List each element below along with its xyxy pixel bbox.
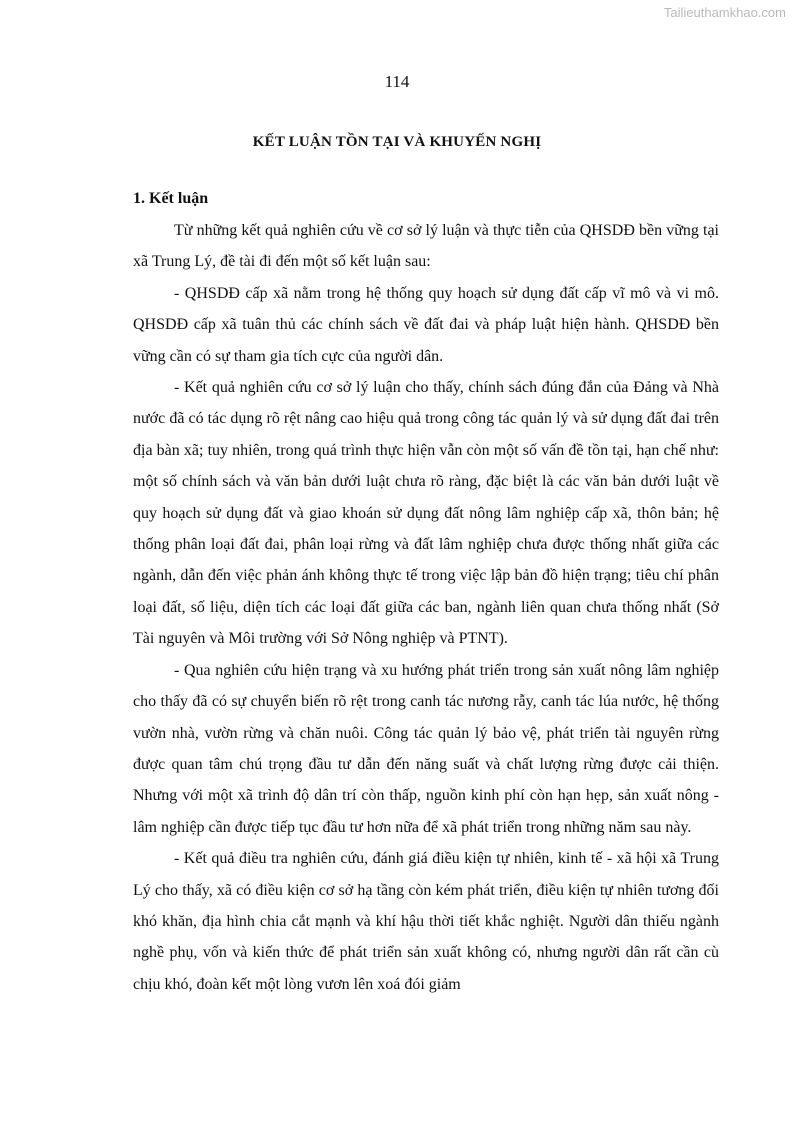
watermark: Tailieuthamkhao.com <box>663 5 786 20</box>
document-title: KẾT LUẬN TỒN TẠI VÀ KHUYẾN NGHỊ <box>252 134 542 150</box>
body-text <box>133 215 719 1000</box>
page-number: 114 <box>384 72 410 91</box>
paragraph-intro: Từ những kết quả nghiên cứu về cơ sở lý luận và thực tiễn của QHSDĐ bền vững tại xã Trung Lý, đề tài đi đến một số kết luận sau: <box>133 222 719 271</box>
paragraph-conclusion-4: - Kết quả điều tra nghiên cứu, đánh giá điều kiện tự nhiên, kinh tế - xã hội xã Trung Lý cho thấy, xã có điều kiện cơ sở hạ tầng còn kém phát triển, điều kiện tự nhiên tương đối khó khăn, địa hình chia cắt mạnh và khí hậu thời tiết khắc nghiệt. Người dân thiếu ngành nghề phụ, vốn và kiến thức để phát triển sản xuất không có, nhưng người dân rất cần cù chịu khó, đoàn kết một lòng vươn lên xoá đói giảm <box>133 850 719 993</box>
paragraph-conclusion-3: - Qua nghiên cứu hiện trạng và xu hướng phát triển trong sản xuất nông lâm nghiệp cho thấy đã có sự chuyển biến rõ rệt trong canh tác nương rẫy, canh tác lúa nước, hệ thống vườn nhà, vườn rừng và chăn nuôi. Công tác quản lý bảo vệ, phát triển tài nguyên rừng được quan tâm chú trọng đầu tư dẫn đến năng suất và chất lượng rừng được cải thiện. Nhưng với một xã trình độ dân trí còn thấp, nguồn kinh phí còn hạn hẹp, sản xuất nông - lâm nghiệp cần được tiếp tục đầu tư hơn nữa để xã phát triển trong những năm sau này. <box>133 661 719 836</box>
paragraph-conclusion-2: - Kết quả nghiên cứu cơ sở lý luận cho thấy, chính sách đúng đắn của Đảng và Nhà nước đã có tác dụng rõ rệt nâng cao hiệu quả trong công tác quản lý và sử dụng đất đai trên địa bàn xã; tuy nhiên, trong quá trình thực hiện vẫn còn một số vấn đề tồn tại, hạn chế như: một số chính sách và văn bản dưới luật chưa rõ ràng, đặc biệt là các văn bản dưới luật về quy hoạch sử dụng đất và giao khoán sử dụng đất nông lâm nghiệp cấp xã, thôn bản; hệ thống phân loại đất đai, phân loại rừng và đất lâm nghiệp chưa được thống nhất giữa các ngành, dẫn đến việc phản ánh không thực tế trong việc lập bản đồ hiện trạng; tiêu chí phân loại đất, số liệu, diện tích các loại đất giữa các ban, ngành liên quan chưa thống nhất (Sở Tài nguyên và Môi trường với Sở Nông nghiệp và PTNT). <box>133 379 719 648</box>
paragraph-conclusion-1: - QHSDĐ cấp xã nằm trong hệ thống quy hoạch sử dụng đất cấp vĩ mô và vi mô. QHSDĐ cấp xã tuân thủ các chính sách về đất đai và pháp luật hiện hành. QHSDĐ bền vững cần có sự tham gia tích cực của người dân. <box>133 284 719 365</box>
section-heading: 1. Kết luận <box>133 190 209 207</box>
